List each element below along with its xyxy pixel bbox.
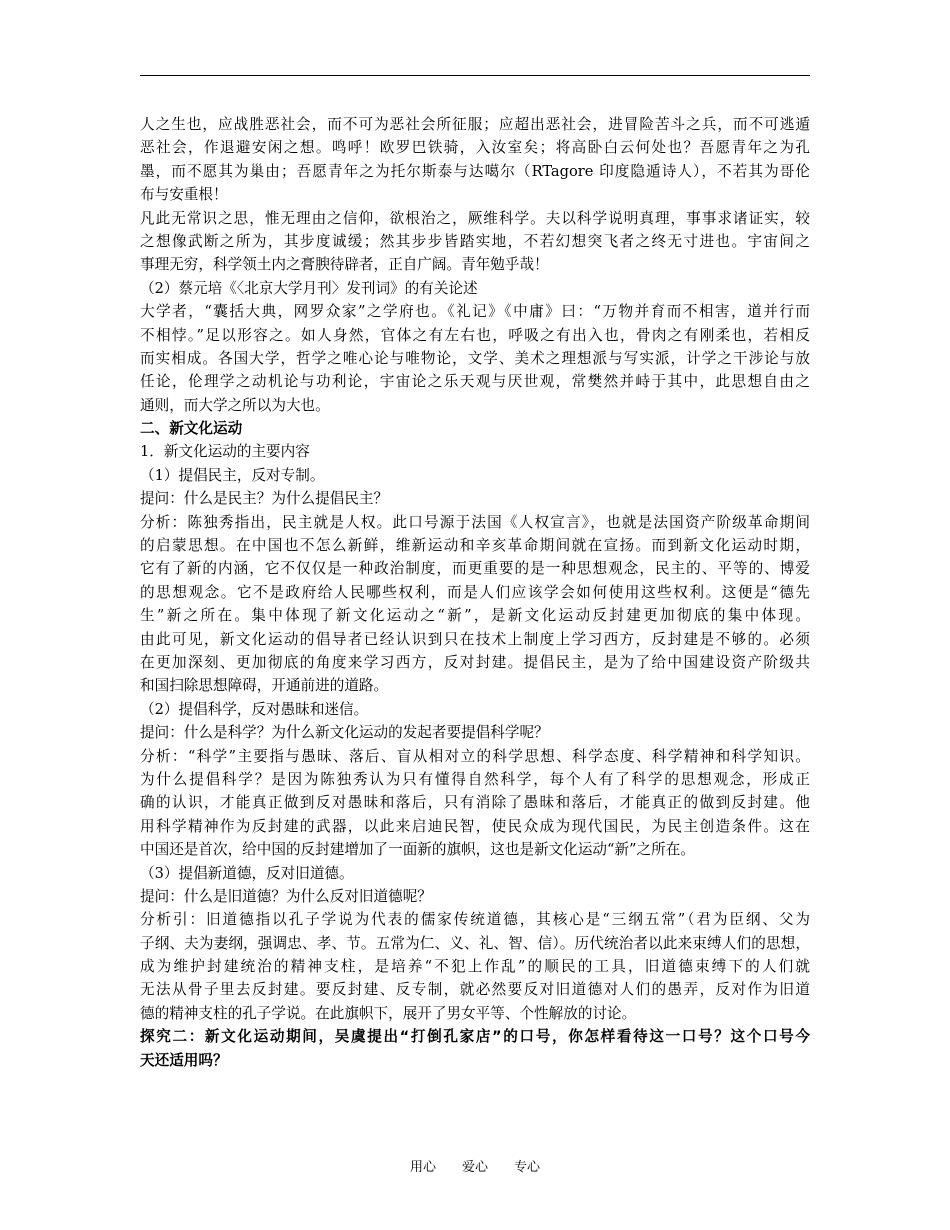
text-line: （2）蔡元培《〈北京大学月刊〉发刊词》的有关论述 [140,279,478,297]
text-line: 而实相成。各国大学，哲学之唯心论与唯物论，文学、美术之理想派与写实派，计学之干涉论与放 [140,349,810,367]
text-line: 无法从骨子里去反封建。要反封建、反专制，就必然要反对旧道德对人们的愚弄，反对作为旧道 [140,981,810,999]
text-line: 成为维护封建统治的精神支柱，是培养“不犯上作乱”的顺民的工具，旧道德束缚下的人们就 [140,958,810,976]
heading-line: 探究二：新文化运动期间，吴虞提出“打倒孔家店”的口号，你怎样看待这一口号？这个口号今 [140,1028,810,1046]
text-line: 分析引：旧道德指以孔子学说为代表的儒家传统道德，其核心是“三纲五常”（君为臣纲、父为 [140,911,810,929]
text-line: 生”新之所在。集中体现了新文化运动之“新”，是新文化运动反封建更加彻底的集中体现。 [140,607,810,625]
text-line: 事理无穷，科学领土内之膏腴待辟者，正自广阔。青年勉乎哉！ [140,256,549,274]
page-footer: 用心 爱心 专心 [409,1160,540,1175]
text-line: （3）提倡新道德，反对旧道德。 [140,864,354,882]
text-line: 德的精神支柱的孔子学说。在此旗帜下，展开了男女平等、个性解放的讨论。 [140,1004,637,1022]
text-line: 提问：什么是民主？为什么提倡民主？ [140,490,389,508]
document-body [140,113,810,1072]
text-line: 凡此无常识之思，惟无理由之信仰，欲根治之，厥维科学。夫以科学说明真理，事事求诸证实，较 [140,209,810,227]
text-line: 子纲、夫为妻纲，强调忠、孝、节。五常为仁、义、礼、智、信）。历代统治者以此来束缚人们的思想， [140,934,810,952]
text-line: 提问：什么是科学？为什么新文化运动的发起者要提倡科学呢？ [140,724,549,742]
text-line: 通则，而大学之所以为大也。 [140,396,330,414]
text-line: 的启蒙思想。在中国也不怎么新鲜，维新运动和辛亥革命期间就在宣扬。而到新文化运动时期， [140,537,810,555]
text-line: （1）提倡民主，反对专制。 [140,466,325,484]
text-line: 为什么提倡科学？是因为陈独秀认为只有懂得自然科学，每个人有了科学的思想观念，形成正 [140,770,810,788]
text-line: 之想像武断之所为，其步度诚缓；然其步步皆踏实地，不若幻想突飞者之终无寸进也。宇宙间之 [140,232,810,250]
text-line: 和国扫除思想障碍，开通前进的道路。 [140,677,389,695]
text-line: 任论，伦理学之动机论与功利论，宇宙论之乐天观与厌世观，常樊然并峙于其中，此思想自由之 [140,373,810,391]
text-line: 分析：陈独秀指出，民主就是人权。此口号源于法国《人权宣言》，也就是法国资产阶级革命期间 [140,513,810,531]
text-line: 由此可见，新文化运动的倡导者已经认识到只在技术上制度上学习西方，反封建是不够的。必须 [140,630,810,648]
text-line: 在更加深刻、更加彻底的角度来学习西方，反对封建。提倡民主，是为了给中国建设资产阶级共 [140,653,810,671]
text-line: 分析：“科学”主要指与愚昧、落后、盲从相对立的科学思想、科学态度、科学精神和科学知识。 [140,747,810,765]
text-line: 大学者，“囊括大典，网罗众家”之学府也。《礼记》《中庸》曰：“万物并育而不相害，道并行而 [140,303,810,321]
text-line: 1．新文化运动的主要内容 [140,443,310,461]
heading-line: 天还适用吗？ [140,1051,228,1069]
text-line: 人之生也，应战胜恶社会，而不可为恶社会所征服；应超出恶社会，进冒险苦斗之兵，而不可逃遁 [140,116,810,133]
text-line: 的思想观念。它不是政府给人民哪些权利，而是人们应该学会如何使用这些权利。这便是“德先 [140,583,810,601]
text-line: 墨，而不愿其为巢由；吾愿青年之为托尔斯泰与达噶尔（RTagore 印度隐遁诗人），不若其为哥伦 [140,162,810,180]
text-line: 恶社会，作退避安闲之想。鸣呼！欧罗巴铁骑，入汝室矣；将高卧白云何处也？吾愿青年之为孔 [140,139,810,157]
text-line: 它有了新的内涵，它不仅仅是一种政治制度，而更重要的是一种思想观念，民主的、平等的、博爱 [140,560,810,578]
text-line: 不相悖。”足以形容之。如人身然，官体之有左右也，呼吸之有出入也，骨肉之有刚柔也，若相反 [140,326,810,344]
header-rule [140,75,810,76]
text-line: 用科学精神作为反封建的武器，以此来启迪民智，使民众成为现代国民，为民主创造条件。这在 [140,817,810,835]
text-line: 确的认识，才能真正做到反对愚昧和落后，只有消除了愚昧和落后，才能真正的做到反封建。他 [140,794,810,812]
text-line: 中国还是首次，给中国的反封建增加了一面新的旗帜，这也是新文化运动“新”之所在。 [140,841,695,859]
text-line: （2）提倡科学，反对愚昧和迷信。 [140,700,369,718]
text-line: 提问：什么是旧道德？为什么反对旧道德呢？ [140,887,432,905]
heading-line: 二、新文化运动 [140,420,243,438]
text-line: 布与安重根！ [140,186,228,204]
